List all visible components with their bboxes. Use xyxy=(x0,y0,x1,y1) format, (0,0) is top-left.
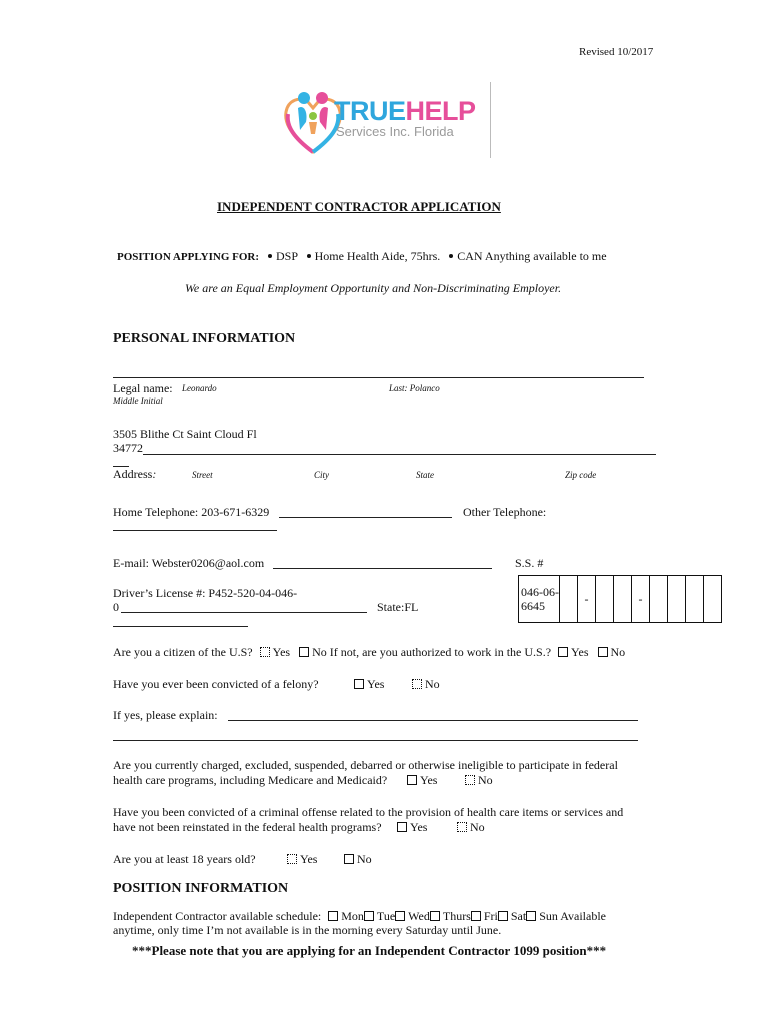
dl-state: State:FL xyxy=(377,600,419,614)
dl-underline-2 xyxy=(113,626,248,627)
checkbox-icon xyxy=(412,679,422,689)
address-label: Address: xyxy=(113,467,157,481)
logo-divider xyxy=(490,82,491,158)
city-label: City xyxy=(314,470,329,480)
checkbox-icon xyxy=(395,911,405,921)
authorized-yes-option[interactable]: Yes xyxy=(558,645,588,659)
checkbox-icon xyxy=(471,911,481,921)
citizen-yes-option[interactable]: Yes xyxy=(260,645,290,659)
ss-cell xyxy=(596,576,614,623)
ss-label: S.S. # xyxy=(515,556,544,570)
zip-label: Zip code xyxy=(565,470,597,480)
felony-question: Have you ever been convicted of a felony? xyxy=(113,677,319,691)
legal-name-label: Legal name: xyxy=(113,381,173,395)
position-applying-label: POSITION APPLYING FOR: xyxy=(117,251,260,263)
checkbox-icon xyxy=(465,775,475,785)
checkbox-icon xyxy=(407,775,417,785)
charged-no-option[interactable]: No xyxy=(465,773,493,788)
age-yes-option[interactable]: Yes xyxy=(287,852,317,867)
personal-info-heading: PERSONAL INFORMATION xyxy=(113,331,296,346)
logo-true-text: TRUE xyxy=(334,96,406,126)
ss-cell xyxy=(560,576,578,623)
criminal-question-line1: Have you been convicted of a criminal offense related to the provision of health care items or services and xyxy=(113,805,624,819)
contractor-notice: ***Please note that you are applying for an Independent Contractor 1099 position*** xyxy=(132,943,607,958)
address-line2: 34772 xyxy=(113,441,143,455)
ss-cell: - xyxy=(632,576,650,623)
ss-cell xyxy=(704,576,722,623)
schedule-label: Independent Contractor available schedule: xyxy=(113,909,322,923)
day-sun-option[interactable]: Sun xyxy=(526,909,558,923)
form-title: INDEPENDENT CONTRACTOR APPLICATION xyxy=(217,199,501,214)
day-fri-option[interactable]: Fri xyxy=(471,909,498,923)
checkbox-icon xyxy=(457,822,467,832)
logo-help-text: HELP xyxy=(405,96,476,126)
citizen-question-row: Are you a citizen of the U.S? Yes No If not, are you authorized to work in the U.S.? Yes No xyxy=(113,645,626,659)
email-underline xyxy=(273,568,492,569)
checkbox-icon xyxy=(364,911,374,921)
schedule-note: anytime, only time I’m not available is in the morning every Saturday until June. xyxy=(113,923,502,937)
day-tue-option[interactable]: Tue xyxy=(364,909,395,923)
last-name-value: Last: Polanco xyxy=(389,383,440,393)
checkbox-icon xyxy=(526,911,536,921)
age-question: Are you at least 18 years old? xyxy=(113,852,256,866)
equal-employment-statement: We are an Equal Employment Opportunity and Non-Discriminating Employer. xyxy=(185,281,562,295)
street-label: Street xyxy=(192,470,213,480)
criminal-question-line2: have not been reinstated in the federal health programs? xyxy=(113,820,382,834)
criminal-no-option[interactable]: No xyxy=(457,820,485,835)
day-mon-option[interactable]: Mon xyxy=(328,909,364,923)
ss-value-cell: 046-06-6645 xyxy=(519,576,560,623)
charged-yes-option[interactable]: Yes xyxy=(407,773,437,788)
ss-cell xyxy=(650,576,668,623)
bullet-icon xyxy=(268,254,272,258)
felony-yes-option[interactable]: Yes xyxy=(354,677,384,692)
day-sat-option[interactable]: Sat xyxy=(498,909,526,923)
ss-cell xyxy=(668,576,686,623)
checkbox-icon xyxy=(344,854,354,864)
checkbox-icon xyxy=(287,854,297,864)
charged-question-line2: health care programs, including Medicare and Medicaid? xyxy=(113,773,388,787)
authorized-no-option[interactable]: No xyxy=(598,645,626,659)
day-wed-option[interactable]: Wed xyxy=(395,909,430,923)
explain-underline xyxy=(228,720,638,721)
bullet-icon xyxy=(449,254,453,258)
drivers-license-line2: 0 xyxy=(113,600,119,614)
checkbox-icon xyxy=(498,911,508,921)
state-label: State xyxy=(416,470,434,480)
explain-label: If yes, please explain: xyxy=(113,708,218,722)
email-value: E-mail: Webster0206@aol.com xyxy=(113,556,265,570)
felony-no-option[interactable]: No xyxy=(412,677,440,692)
checkbox-icon xyxy=(430,911,440,921)
position-option-hha: Home Health Aide, 75hrs. xyxy=(314,249,441,263)
address-line1: 3505 Blithe Ct Saint Cloud Fl xyxy=(113,427,257,441)
drivers-license-line1: Driver’s License #: P452-520-04-046- xyxy=(113,586,298,600)
schedule-row xyxy=(113,909,606,924)
position-applying-row xyxy=(117,249,607,264)
first-name-value: Leonardo xyxy=(182,383,217,393)
home-phone-underline xyxy=(279,517,452,518)
checkbox-icon xyxy=(598,647,608,657)
checkbox-icon xyxy=(260,647,270,657)
truehelp-logo xyxy=(282,86,492,158)
home-telephone: Home Telephone: 203-671-6329 xyxy=(113,505,270,519)
criminal-yes-option[interactable]: Yes xyxy=(397,820,427,835)
citizen-no-option[interactable]: No If not, are you authorized to work in the U.S.? xyxy=(299,645,551,659)
other-telephone-label: Other Telephone: xyxy=(463,505,547,519)
middle-initial-label: Middle Initial xyxy=(113,396,163,406)
address-underline xyxy=(143,454,656,455)
ss-cell xyxy=(614,576,632,623)
available-text: Available xyxy=(560,909,607,923)
age-no-option[interactable]: No xyxy=(344,852,372,867)
name-underline xyxy=(113,377,644,378)
explain-underline-2 xyxy=(113,740,638,741)
day-thurs-option[interactable]: Thurs xyxy=(430,909,471,923)
logo-tagline: Services Inc. Florida xyxy=(336,124,454,139)
revised-date: Revised 10/2017 xyxy=(579,46,654,58)
other-phone-underline xyxy=(113,530,277,531)
position-option-can: CAN Anything available to me xyxy=(457,249,607,263)
position-info-heading: POSITION INFORMATION xyxy=(113,881,289,896)
ss-number-table xyxy=(518,575,722,623)
charged-question-line1: Are you currently charged, excluded, suspended, debarred or otherwise ineligible to participate in federal xyxy=(113,758,618,772)
dl-underline xyxy=(121,612,367,613)
position-option-dsp: DSP xyxy=(276,249,298,263)
checkbox-icon xyxy=(558,647,568,657)
checkbox-icon xyxy=(299,647,309,657)
ss-cell xyxy=(686,576,704,623)
checkbox-icon xyxy=(328,911,338,921)
checkbox-icon xyxy=(397,822,407,832)
bullet-icon xyxy=(307,254,311,258)
checkbox-icon xyxy=(354,679,364,689)
ss-cell: - xyxy=(578,576,596,623)
